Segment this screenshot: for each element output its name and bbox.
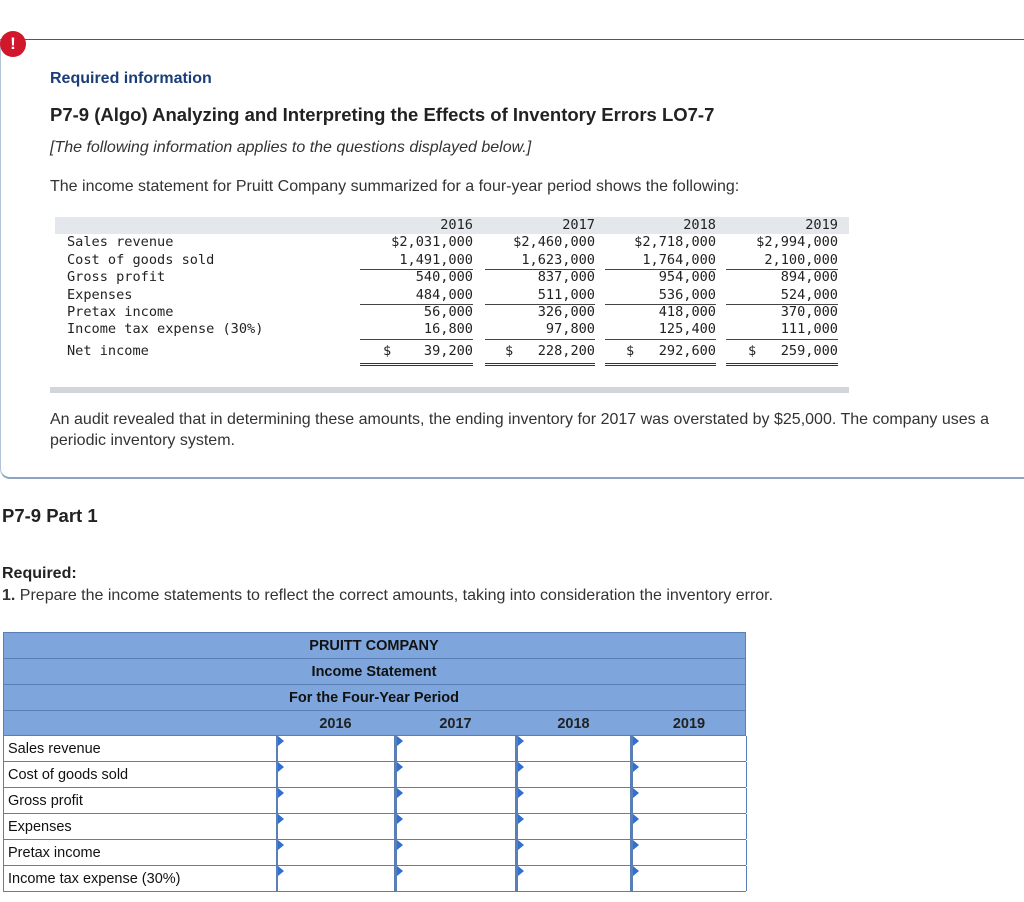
answer-input[interactable] bbox=[633, 866, 746, 891]
cell-value: 511,000 bbox=[485, 287, 595, 305]
input-marker-icon bbox=[397, 840, 403, 850]
year-2016: 2016 bbox=[440, 217, 473, 233]
cell-value: 2,100,000 bbox=[726, 252, 838, 270]
statement-row bbox=[55, 269, 849, 286]
worksheet-row bbox=[3, 736, 746, 762]
instruction-text bbox=[2, 587, 773, 605]
intro-text: The income statement for Pruitt Company summarized for a four-year period shows the following: bbox=[50, 178, 740, 195]
cell-value: $2,031,000 bbox=[391, 234, 473, 251]
answer-cell-2019[interactable] bbox=[631, 866, 747, 891]
answer-input[interactable] bbox=[397, 762, 515, 787]
answer-input[interactable] bbox=[633, 736, 746, 761]
answer-cell-2016[interactable] bbox=[276, 814, 395, 839]
cell-value: 894,000 bbox=[780, 269, 838, 286]
answer-cell-2018[interactable] bbox=[516, 736, 631, 761]
worksheet-statement-band bbox=[3, 658, 746, 684]
worksheet-row bbox=[3, 866, 746, 892]
cell-value: 16,800 bbox=[360, 321, 473, 339]
instruction-number: 1. bbox=[2, 587, 16, 604]
answer-cell-2018[interactable] bbox=[516, 762, 631, 787]
ws-year-2017: 2017 bbox=[439, 716, 472, 732]
input-marker-icon bbox=[518, 736, 524, 746]
cell-value: 837,000 bbox=[537, 269, 595, 286]
ws-year-2016: 2016 bbox=[319, 716, 352, 732]
cell-value: 540,000 bbox=[415, 269, 473, 286]
answer-input[interactable] bbox=[633, 762, 746, 787]
cell-value: 1,764,000 bbox=[605, 252, 716, 270]
audit-text: An audit revealed that in determining these amounts, the ending inventory for 2017 was overstated by $25,000. The company uses a periodic inventory system. bbox=[50, 411, 989, 449]
input-marker-icon bbox=[397, 762, 403, 772]
answer-input[interactable] bbox=[518, 736, 630, 761]
answer-input[interactable] bbox=[397, 736, 515, 761]
answer-input[interactable] bbox=[278, 866, 394, 891]
answer-cell-2016[interactable] bbox=[276, 866, 395, 891]
cell-value: 954,000 bbox=[658, 269, 716, 286]
answer-input[interactable] bbox=[633, 840, 746, 865]
input-marker-icon bbox=[518, 840, 524, 850]
year-2019: 2019 bbox=[805, 217, 838, 233]
worksheet-row-label: Expenses bbox=[8, 819, 72, 835]
answer-cell-2017[interactable] bbox=[395, 762, 516, 787]
answer-input[interactable] bbox=[278, 814, 394, 839]
statement-name: Income Statement bbox=[311, 664, 437, 680]
answer-cell-2016[interactable] bbox=[276, 788, 395, 813]
input-marker-icon bbox=[633, 840, 639, 850]
input-marker-icon bbox=[278, 814, 284, 824]
row-label: Sales revenue bbox=[67, 234, 174, 251]
part-title: P7-9 Part 1 bbox=[2, 505, 98, 526]
row-label: Income tax expense (30%) bbox=[67, 321, 264, 338]
input-marker-icon bbox=[278, 788, 284, 798]
required-info-heading: Required information bbox=[50, 70, 212, 87]
net-income-row bbox=[55, 339, 849, 361]
problem-title: P7-9 (Algo) Analyzing and Interpreting the Effects of Inventory Errors LO7-7 bbox=[50, 104, 715, 125]
cell-value: 536,000 bbox=[605, 287, 716, 305]
cell-value: 97,800 bbox=[485, 321, 595, 339]
statement-row bbox=[55, 234, 849, 251]
statement-year-header bbox=[55, 217, 849, 234]
row-label: Expenses bbox=[67, 286, 133, 303]
worksheet-year-header bbox=[3, 710, 746, 736]
worksheet-row-label: Sales revenue bbox=[8, 741, 101, 757]
answer-input[interactable] bbox=[397, 840, 515, 865]
given-income-statement bbox=[55, 217, 849, 393]
worksheet-company-band bbox=[3, 632, 746, 658]
input-marker-icon bbox=[633, 814, 639, 824]
answer-input[interactable] bbox=[278, 762, 394, 787]
input-marker-icon bbox=[278, 736, 284, 746]
answer-cell-2017[interactable] bbox=[395, 840, 516, 865]
input-marker-icon bbox=[278, 840, 284, 850]
input-marker-icon bbox=[397, 866, 403, 876]
net-income-value: $ 228,200 bbox=[485, 339, 595, 366]
answer-cell-2017[interactable] bbox=[395, 866, 516, 891]
answer-input[interactable] bbox=[518, 762, 630, 787]
company-name: PRUITT COMPANY bbox=[309, 638, 439, 654]
input-marker-icon bbox=[633, 866, 639, 876]
worksheet-row bbox=[3, 788, 746, 814]
applies-note: [The following information applies to the questions displayed below.] bbox=[50, 139, 532, 156]
row-label: Net income bbox=[67, 342, 149, 359]
year-2018: 2018 bbox=[683, 217, 716, 233]
input-marker-icon bbox=[518, 788, 524, 798]
ws-year-2018: 2018 bbox=[557, 716, 590, 732]
cell-value: $2,718,000 bbox=[634, 234, 716, 251]
input-marker-icon bbox=[397, 814, 403, 824]
instruction-body: Prepare the income statements to reflect the correct amounts, taking into consideration the inventory error. bbox=[15, 587, 774, 604]
cell-value: 326,000 bbox=[537, 303, 595, 320]
cell-value: 484,000 bbox=[360, 287, 473, 305]
input-marker-icon bbox=[278, 866, 284, 876]
answer-cell-2019[interactable] bbox=[631, 840, 747, 865]
answer-cell-2019[interactable] bbox=[631, 814, 747, 839]
answer-input[interactable] bbox=[278, 840, 394, 865]
answer-input[interactable] bbox=[518, 788, 630, 813]
answer-cell-2017[interactable] bbox=[395, 736, 516, 761]
net-income-value: $ 39,200 bbox=[360, 339, 473, 366]
input-marker-icon bbox=[518, 762, 524, 772]
ws-year-2019: 2019 bbox=[672, 716, 706, 732]
cell-value: 56,000 bbox=[423, 303, 473, 320]
row-label: Pretax income bbox=[67, 303, 174, 320]
answer-input[interactable] bbox=[518, 814, 630, 839]
answer-cell-2018[interactable] bbox=[516, 866, 631, 891]
answer-input[interactable] bbox=[278, 788, 394, 813]
cell-value: 1,623,000 bbox=[485, 252, 595, 270]
worksheet-row-label: Income tax expense (30%) bbox=[8, 871, 181, 887]
input-marker-icon bbox=[633, 736, 639, 746]
statement-scrollbar[interactable] bbox=[50, 373, 849, 393]
required-label: Required: bbox=[2, 565, 77, 582]
cell-value: 418,000 bbox=[658, 303, 716, 320]
net-income-value: $ 292,600 bbox=[605, 339, 716, 366]
worksheet-row-label: Cost of goods sold bbox=[8, 767, 129, 783]
year-2017: 2017 bbox=[562, 217, 595, 233]
answer-input[interactable] bbox=[633, 788, 746, 813]
answer-input[interactable] bbox=[518, 866, 630, 891]
answer-cell-2018[interactable] bbox=[516, 814, 631, 839]
answer-cell-2018[interactable] bbox=[516, 840, 631, 865]
answer-cell-2017[interactable] bbox=[395, 814, 516, 839]
answer-cell-2017[interactable] bbox=[395, 788, 516, 813]
worksheet-row bbox=[3, 762, 746, 788]
period-label: For the Four-Year Period bbox=[289, 690, 459, 706]
cell-value: $2,460,000 bbox=[513, 234, 595, 251]
cell-value: $2,994,000 bbox=[756, 234, 838, 251]
row-label: Gross profit bbox=[67, 269, 166, 286]
statement-row bbox=[55, 252, 849, 269]
worksheet-row bbox=[3, 840, 746, 866]
statement-row bbox=[55, 321, 849, 338]
statement-row bbox=[55, 287, 849, 304]
cell-value: 524,000 bbox=[726, 287, 838, 305]
answer-input[interactable] bbox=[633, 814, 746, 839]
input-marker-icon bbox=[633, 788, 639, 798]
cell-value: 125,400 bbox=[605, 321, 716, 339]
statement-row bbox=[55, 304, 849, 321]
input-marker-icon bbox=[278, 762, 284, 772]
alert-icon: ! bbox=[0, 31, 26, 57]
net-income-value: $ 259,000 bbox=[726, 339, 838, 366]
row-label: Cost of goods sold bbox=[67, 251, 215, 268]
answer-input[interactable] bbox=[518, 840, 630, 865]
worksheet-row-label: Gross profit bbox=[8, 793, 83, 809]
cell-value: 111,000 bbox=[726, 321, 838, 339]
answer-cell-2019[interactable] bbox=[631, 736, 747, 761]
input-marker-icon bbox=[397, 736, 403, 746]
worksheet-row-label: Pretax income bbox=[8, 845, 101, 861]
answer-cell-2016[interactable] bbox=[276, 762, 395, 787]
answer-cell-2016[interactable] bbox=[276, 736, 395, 761]
cell-value: 370,000 bbox=[780, 303, 838, 320]
input-marker-icon bbox=[397, 788, 403, 798]
answer-cell-2019[interactable] bbox=[631, 762, 747, 787]
answer-input[interactable] bbox=[397, 788, 515, 813]
input-marker-icon bbox=[518, 814, 524, 824]
input-marker-icon bbox=[518, 866, 524, 876]
input-marker-icon bbox=[633, 762, 639, 772]
cell-value: 1,491,000 bbox=[360, 252, 473, 270]
answer-cell-2018[interactable] bbox=[516, 788, 631, 813]
answer-cell-2016[interactable] bbox=[276, 840, 395, 865]
worksheet-period-band bbox=[3, 684, 746, 710]
worksheet-row bbox=[3, 814, 746, 840]
answer-cell-2019[interactable] bbox=[631, 788, 747, 813]
answer-input[interactable] bbox=[397, 814, 515, 839]
answer-input[interactable] bbox=[397, 866, 515, 891]
answer-input[interactable] bbox=[278, 736, 394, 761]
income-statement-worksheet bbox=[3, 632, 746, 892]
